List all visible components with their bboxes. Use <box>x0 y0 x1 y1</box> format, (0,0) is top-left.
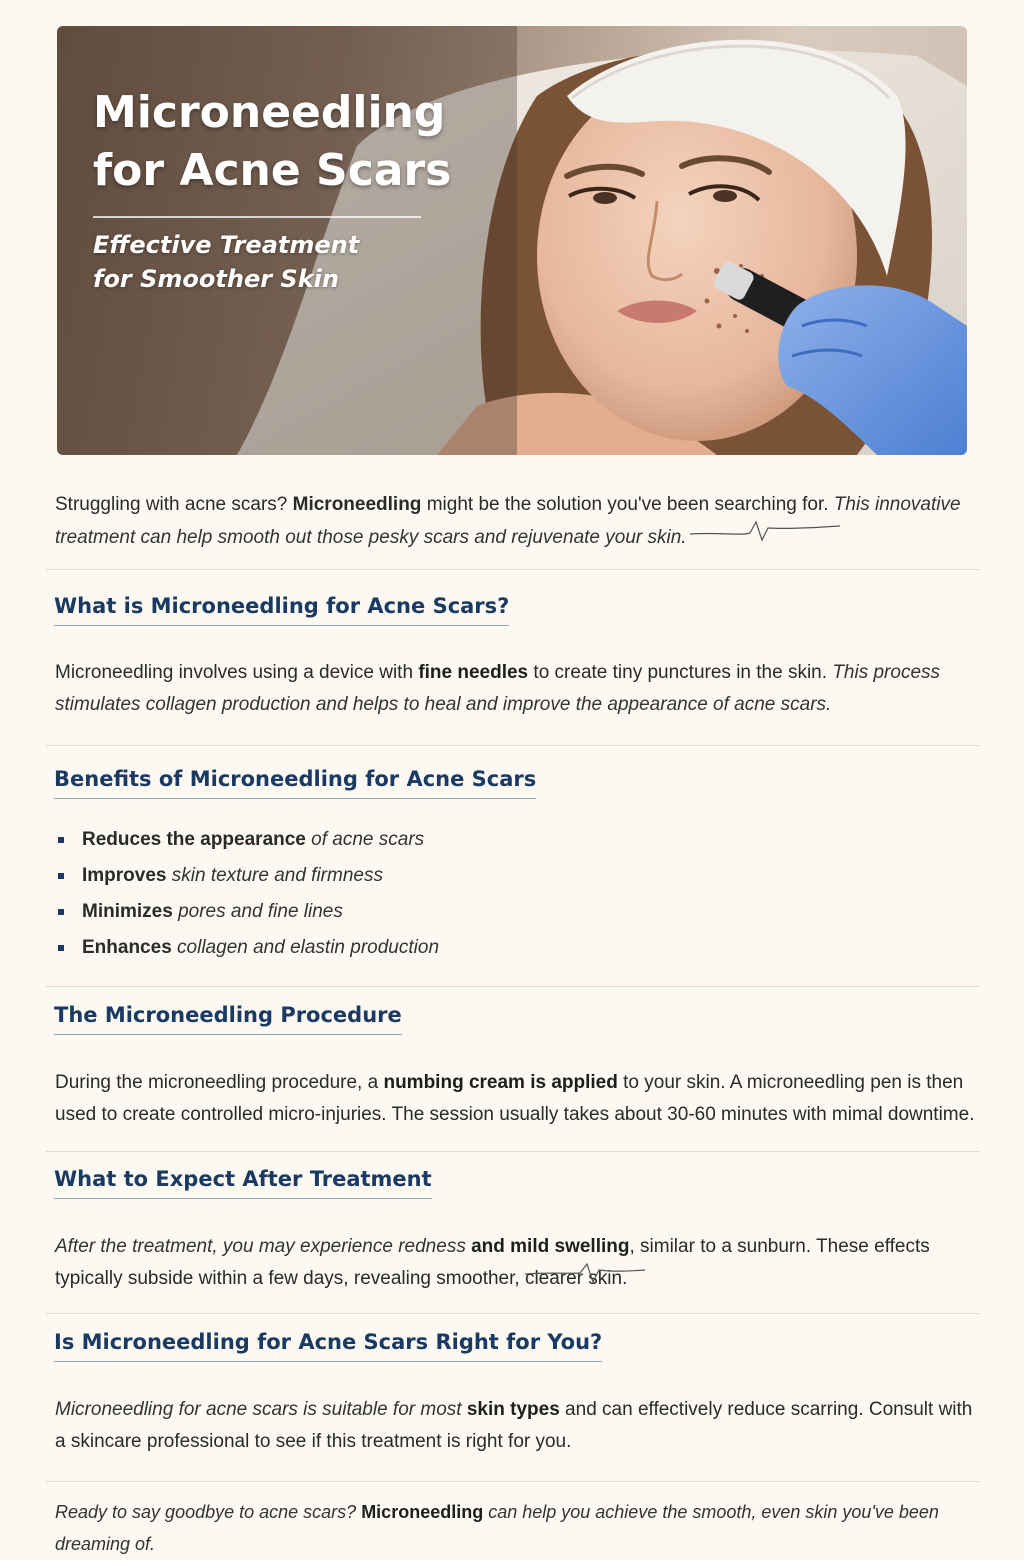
hero-subtitle <box>93 228 513 296</box>
expect-paragraph <box>55 1231 985 1295</box>
divider-6 <box>46 1481 980 1482</box>
benefit-bold: Improves <box>82 865 167 886</box>
benefit-text: pores and fine lines <box>172 901 343 922</box>
closing-bold-1: Microneedling <box>361 1502 484 1522</box>
procedure-text-2: to your skin. A microneedling pen is then used to create controlled micro-injuries. The session usually takes about 30-60 minutes with mimal downtime. <box>55 1072 975 1125</box>
divider-1 <box>46 569 980 570</box>
scribble-decoration <box>690 516 840 546</box>
intro-italic-1: This innovative treatment can help smooth out those pesky scars and rejuvenate your skin. <box>55 494 961 548</box>
right-text-1: Microneedling for acne scars is suitable for most <box>55 1399 467 1420</box>
divider-3 <box>46 986 980 987</box>
hero-title <box>93 84 513 200</box>
hero-banner <box>57 26 967 455</box>
closing-paragraph <box>55 1496 985 1560</box>
intro-paragraph <box>55 488 995 554</box>
benefit-item <box>58 858 439 894</box>
intro-text-1: Struggling with acne scars? <box>55 494 293 515</box>
heading-procedure: The Microneedling Procedure <box>54 1001 402 1035</box>
what-is-bold-1: fine needles <box>418 662 529 683</box>
hero-title-line-2: for Acne Scars <box>93 145 452 196</box>
bullet-icon <box>58 945 64 951</box>
benefit-text: skin texture and firmness <box>166 865 383 886</box>
procedure-bold-1: numbing cream is applied <box>383 1072 618 1093</box>
hero-text-block <box>93 84 513 296</box>
hero-title-line-1: Microneedling <box>93 87 446 138</box>
divider-4 <box>46 1151 980 1152</box>
benefit-item <box>58 822 439 858</box>
intro-bold-1: Microneedling <box>292 494 422 515</box>
what-is-text-2: to create tiny punctures in the skin. <box>528 662 833 683</box>
heading-what-is: What is Microneedling for Acne Scars? <box>54 592 509 626</box>
closing-text-2: can help you achieve the smooth, even skin you've been dreaming of. <box>55 1502 939 1554</box>
benefit-bold: Enhances <box>82 937 172 958</box>
divider-5 <box>46 1313 980 1314</box>
what-is-italic-1: This process stimulates collagen production and helps to heal and improve the appearance of acne scars. <box>55 662 941 715</box>
bullet-icon <box>58 909 64 915</box>
procedure-text-1: During the microneedling procedure, a <box>55 1072 384 1093</box>
intro-text-2: might be the solution you've been searching for. <box>421 494 834 515</box>
heading-expect: What to Expect After Treatment <box>54 1165 432 1199</box>
benefit-bold: Minimizes <box>82 901 173 922</box>
benefit-item <box>58 930 439 966</box>
bullet-icon <box>58 873 64 879</box>
right-for-you-paragraph <box>55 1394 985 1458</box>
expect-text-1: After the treatment, you may experience redness <box>55 1236 472 1257</box>
what-is-paragraph <box>55 657 985 721</box>
right-bold-1: skin types <box>466 1399 560 1420</box>
divider-2 <box>46 745 980 746</box>
expect-text-2: , similar to a sunburn. These effects typically subside within a few days, revealing smoother, clearer skin. <box>55 1236 930 1289</box>
procedure-paragraph <box>55 1067 985 1131</box>
heading-right-for-you: Is Microneedling for Acne Scars Right for You? <box>54 1328 602 1362</box>
benefit-text: of acne scars <box>305 829 425 850</box>
closing-text-1: Ready to say goodbye to acne scars? <box>55 1502 362 1522</box>
benefit-bold: Reduces the appearance <box>82 829 306 850</box>
what-is-text-1: Microneedling involves using a device with <box>55 662 419 683</box>
hero-subtitle-line-1: Effective Treatment <box>93 231 360 259</box>
expect-bold-1: and mild swelling <box>471 1236 630 1257</box>
benefit-item <box>58 894 439 930</box>
scribble-decoration <box>525 1260 645 1290</box>
hero-subtitle-line-2: for Smoother Skin <box>93 265 339 293</box>
benefit-text: collagen and elastin production <box>171 937 440 958</box>
right-text-2: and can effectively reduce scarring. Consult with a skincare professional to see if this treatment is right for you. <box>55 1399 973 1452</box>
hero-divider <box>93 216 421 218</box>
benefits-list <box>58 822 439 966</box>
heading-benefits: Benefits of Microneedling for Acne Scars <box>54 765 536 799</box>
bullet-icon <box>58 837 64 843</box>
